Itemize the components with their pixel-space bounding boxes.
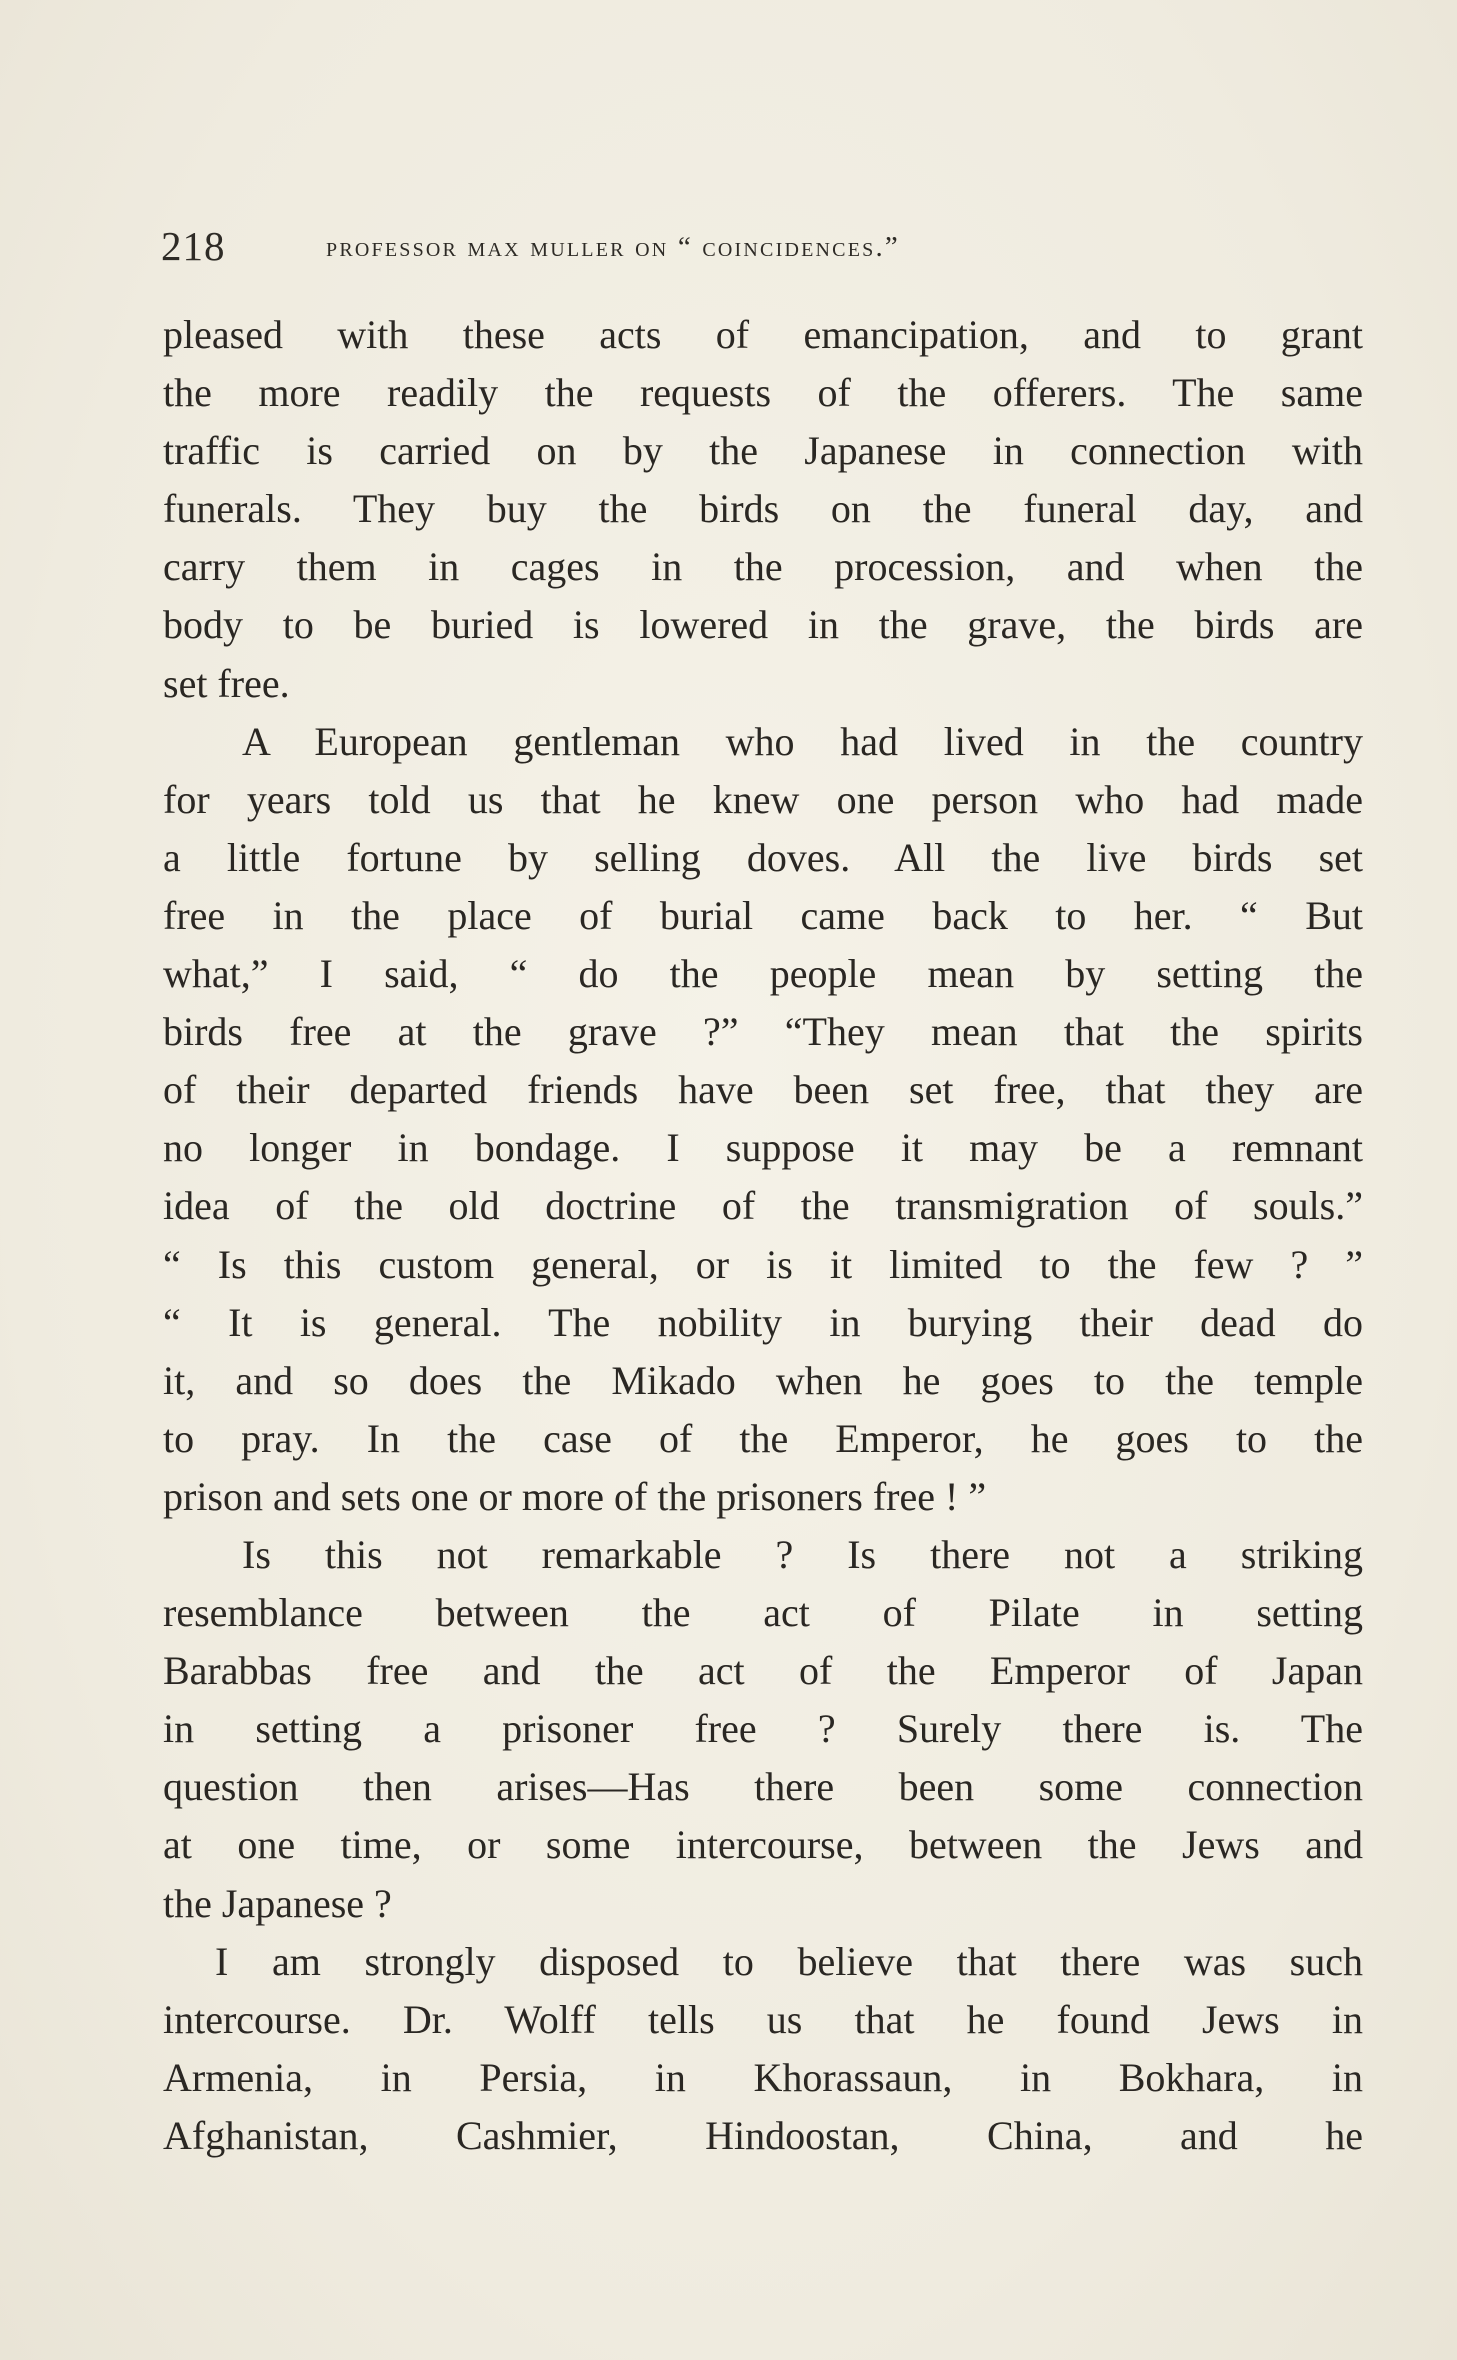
text-line: body to be buried is lowered in the grave, the birds are [163, 602, 1363, 648]
text-line: free in the place of burial came back to her. “ But [163, 892, 1363, 938]
text-line: prison and sets one or more of the prisoners free ! ” [163, 1473, 987, 1519]
text-line: to pray. In the case of the Emperor, he goes to the [163, 1415, 1363, 1461]
text-line: idea of the old doctrine of the transmigration of souls.” [163, 1183, 1363, 1229]
text-line: birds free at the grave ?” “They mean that the spirits [163, 1009, 1363, 1055]
text-line: traffic is carried on by the Japanese in connection with [163, 428, 1363, 474]
text-line: funerals. They buy the birds on the funeral day, and [163, 486, 1363, 532]
text-line: of their departed friends have been set free, that they are [163, 1067, 1363, 1113]
text-line: resemblance between the act of Pilate in setting [163, 1590, 1363, 1636]
paragraph-start-line: I am strongly disposed to believe that there was such [215, 1938, 1363, 1984]
text-line: the more readily the requests of the offerers. The same [163, 370, 1363, 416]
text-line: at one time, or some intercourse, between the Jews and [163, 1822, 1363, 1868]
text-line: set free. [163, 660, 290, 706]
text-line: the Japanese ? [163, 1880, 392, 1926]
text-line: no longer in bondage. I suppose it may be a remnant [163, 1125, 1363, 1171]
text-line: pleased with these acts of emancipation, and to grant [163, 312, 1363, 357]
text-line: Barabbas free and the act of the Emperor of Japan [163, 1648, 1363, 1694]
body-text [163, 306, 1363, 2165]
text-line: intercourse. Dr. Wolff tells us that he found Jews in [163, 1996, 1363, 2042]
page-header [161, 218, 1361, 274]
text-line: “ It is general. The nobility in burying their dead do [163, 1299, 1363, 1345]
text-line: a little fortune by selling doves. All the live birds set [163, 834, 1363, 880]
text-line: Armenia, in Persia, in Khorassaun, in Bokhara, in [163, 2054, 1363, 2100]
text-line: it, and so does the Mikado when he goes to the temple [163, 1357, 1363, 1403]
paragraph-start-line: Is this not remarkable ? Is there not a striking [242, 1531, 1363, 1577]
paragraph-start-line: A European gentleman who had lived in the country [242, 718, 1363, 764]
running-title: professor max muller on “ coincidences.” [326, 231, 900, 263]
text-line: for years told us that he knew one person who had made [163, 776, 1363, 822]
text-line: question then arises—Has there been some connection [163, 1764, 1363, 1810]
text-line: what,” I said, “ do the people mean by setting the [163, 951, 1363, 997]
text-line: carry them in cages in the procession, and when the [163, 544, 1363, 590]
text-line: in setting a prisoner free ? Surely there is. The [163, 1706, 1363, 1752]
page-number: 218 [161, 223, 226, 269]
text-line: “ Is this custom general, or is it limited to the few ? ” [163, 1241, 1363, 1287]
text-line: Afghanistan, Cashmier, Hindoostan, China, and he [163, 2112, 1363, 2158]
